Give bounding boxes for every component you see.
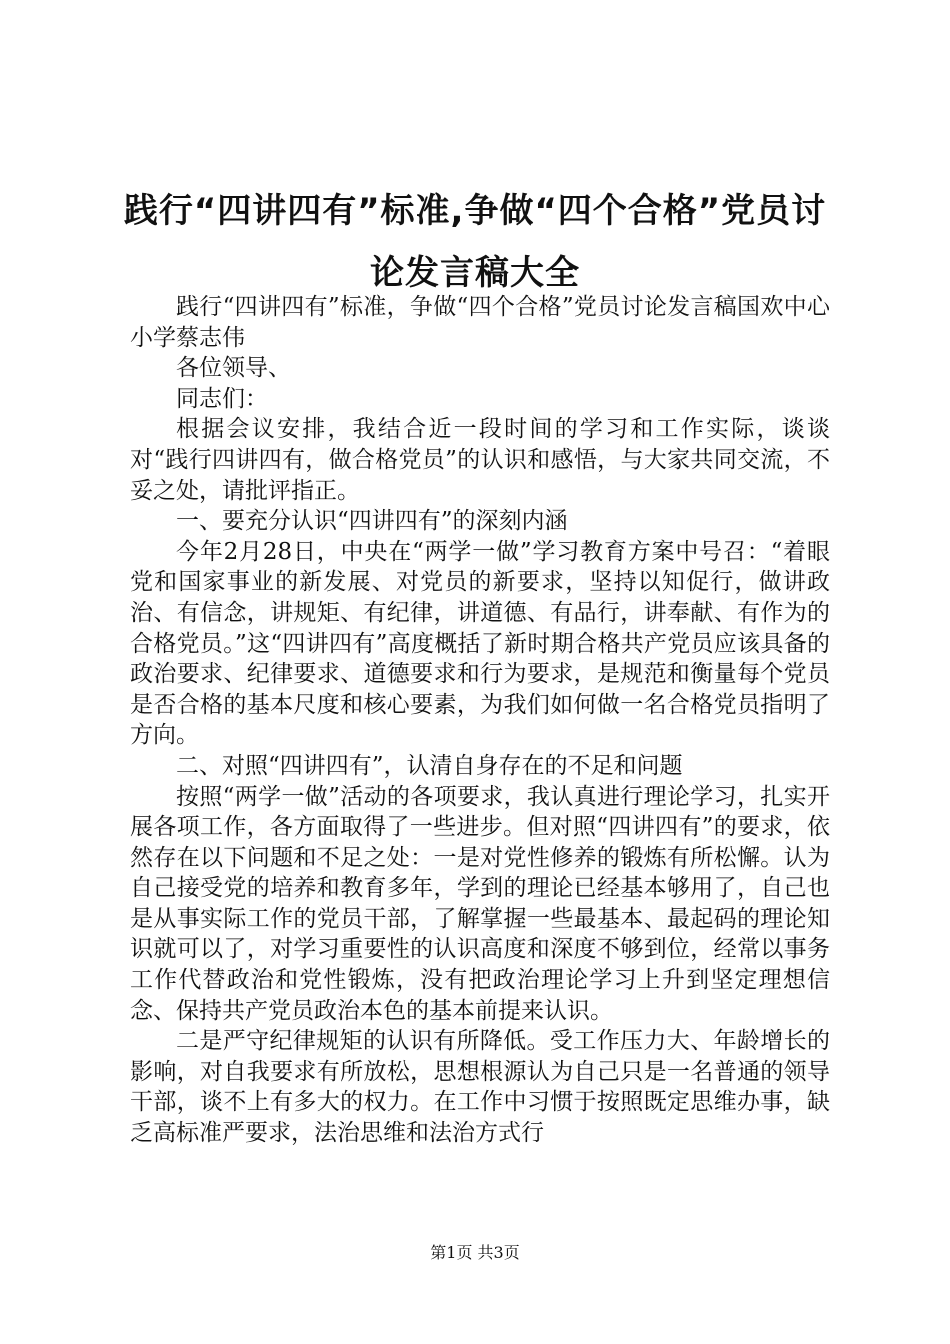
paragraph-section-2-point-2: 二是严守纪律规矩的认识有所降低。受工作压力大、年龄增长的影响，对自我要求有所放松，思想根源认为自己只是一名普通的领导干部，谈不上有多大的权力。在工作中习惯于按照既定思维办事，缺乏高标准严要求，法治思维和法治方式行 (130, 1028, 830, 1147)
page-footer: 第1页 共3页 (430, 1243, 520, 1262)
document-body (130, 292, 830, 1149)
section-heading-2: 二、对照“四讲四有”，认清自身存在的不足和问题 (176, 752, 683, 779)
paragraph-section-2: 按照“两学一做”活动的各项要求，我认真进行理论学习，扎实开展各项工作，各方面取得了一些进步。但对照“四讲四有”的要求，依然存在以下问题和不足之处：一是对党性修养的锻炼有所松懈。认为自己接受党的培养和教育多年，学到的理论已经基本够用了，自己也是从事实际工作的党员干部，了解掌握一些最基本、最起码的理论知识就可以了，对学习重要性的认识高度和深度不够到位，经常以事务工作代替政治和党性锻炼，没有把政治理论学习上升到坚定理想信念、保持共产党员政治本色的基本前提来认识。 (130, 783, 830, 1024)
paragraph-opening: 根据会议安排，我结合近一段时间的学习和工作实际，谈谈对“践行四讲四有，做合格党员”的认识和感悟，与大家共同交流，不妥之处，请批评指正。 (130, 416, 830, 504)
section-heading-1: 一、要充分认识“四讲四有”的深刻内涵 (176, 508, 568, 535)
paragraph-salutation-1: 各位领导、 (176, 355, 291, 382)
paragraph-salutation-2: 同志们： (176, 385, 268, 412)
paragraph-intro: 践行“四讲四有”标准，争做“四个合格”党员讨论发言稿国欢中心小学蔡志伟 (130, 294, 830, 351)
document-title: 践行“四讲四有”标准,争做“四个合格”党员讨论发言稿大全 (123, 191, 827, 293)
paragraph-section-1: 今年2月28日，中央在“两学一做”学习教育方案中号召：“着眼党和国家事业的新发展、对党员的新要求，坚持以知促行，做讲政治、有信念，讲规矩、有纪律，讲道德、有品行，讲奉献、有作为的合格党员。”这“四讲四有”高度概括了新时期合格共产党员应该具备的政治要求、纪律要求、道德要求和行为要求，是规范和衡量每个党员是否合格的基本尺度和核心要素，为我们如何做一名合格党员指明了方向。 (130, 538, 830, 749)
